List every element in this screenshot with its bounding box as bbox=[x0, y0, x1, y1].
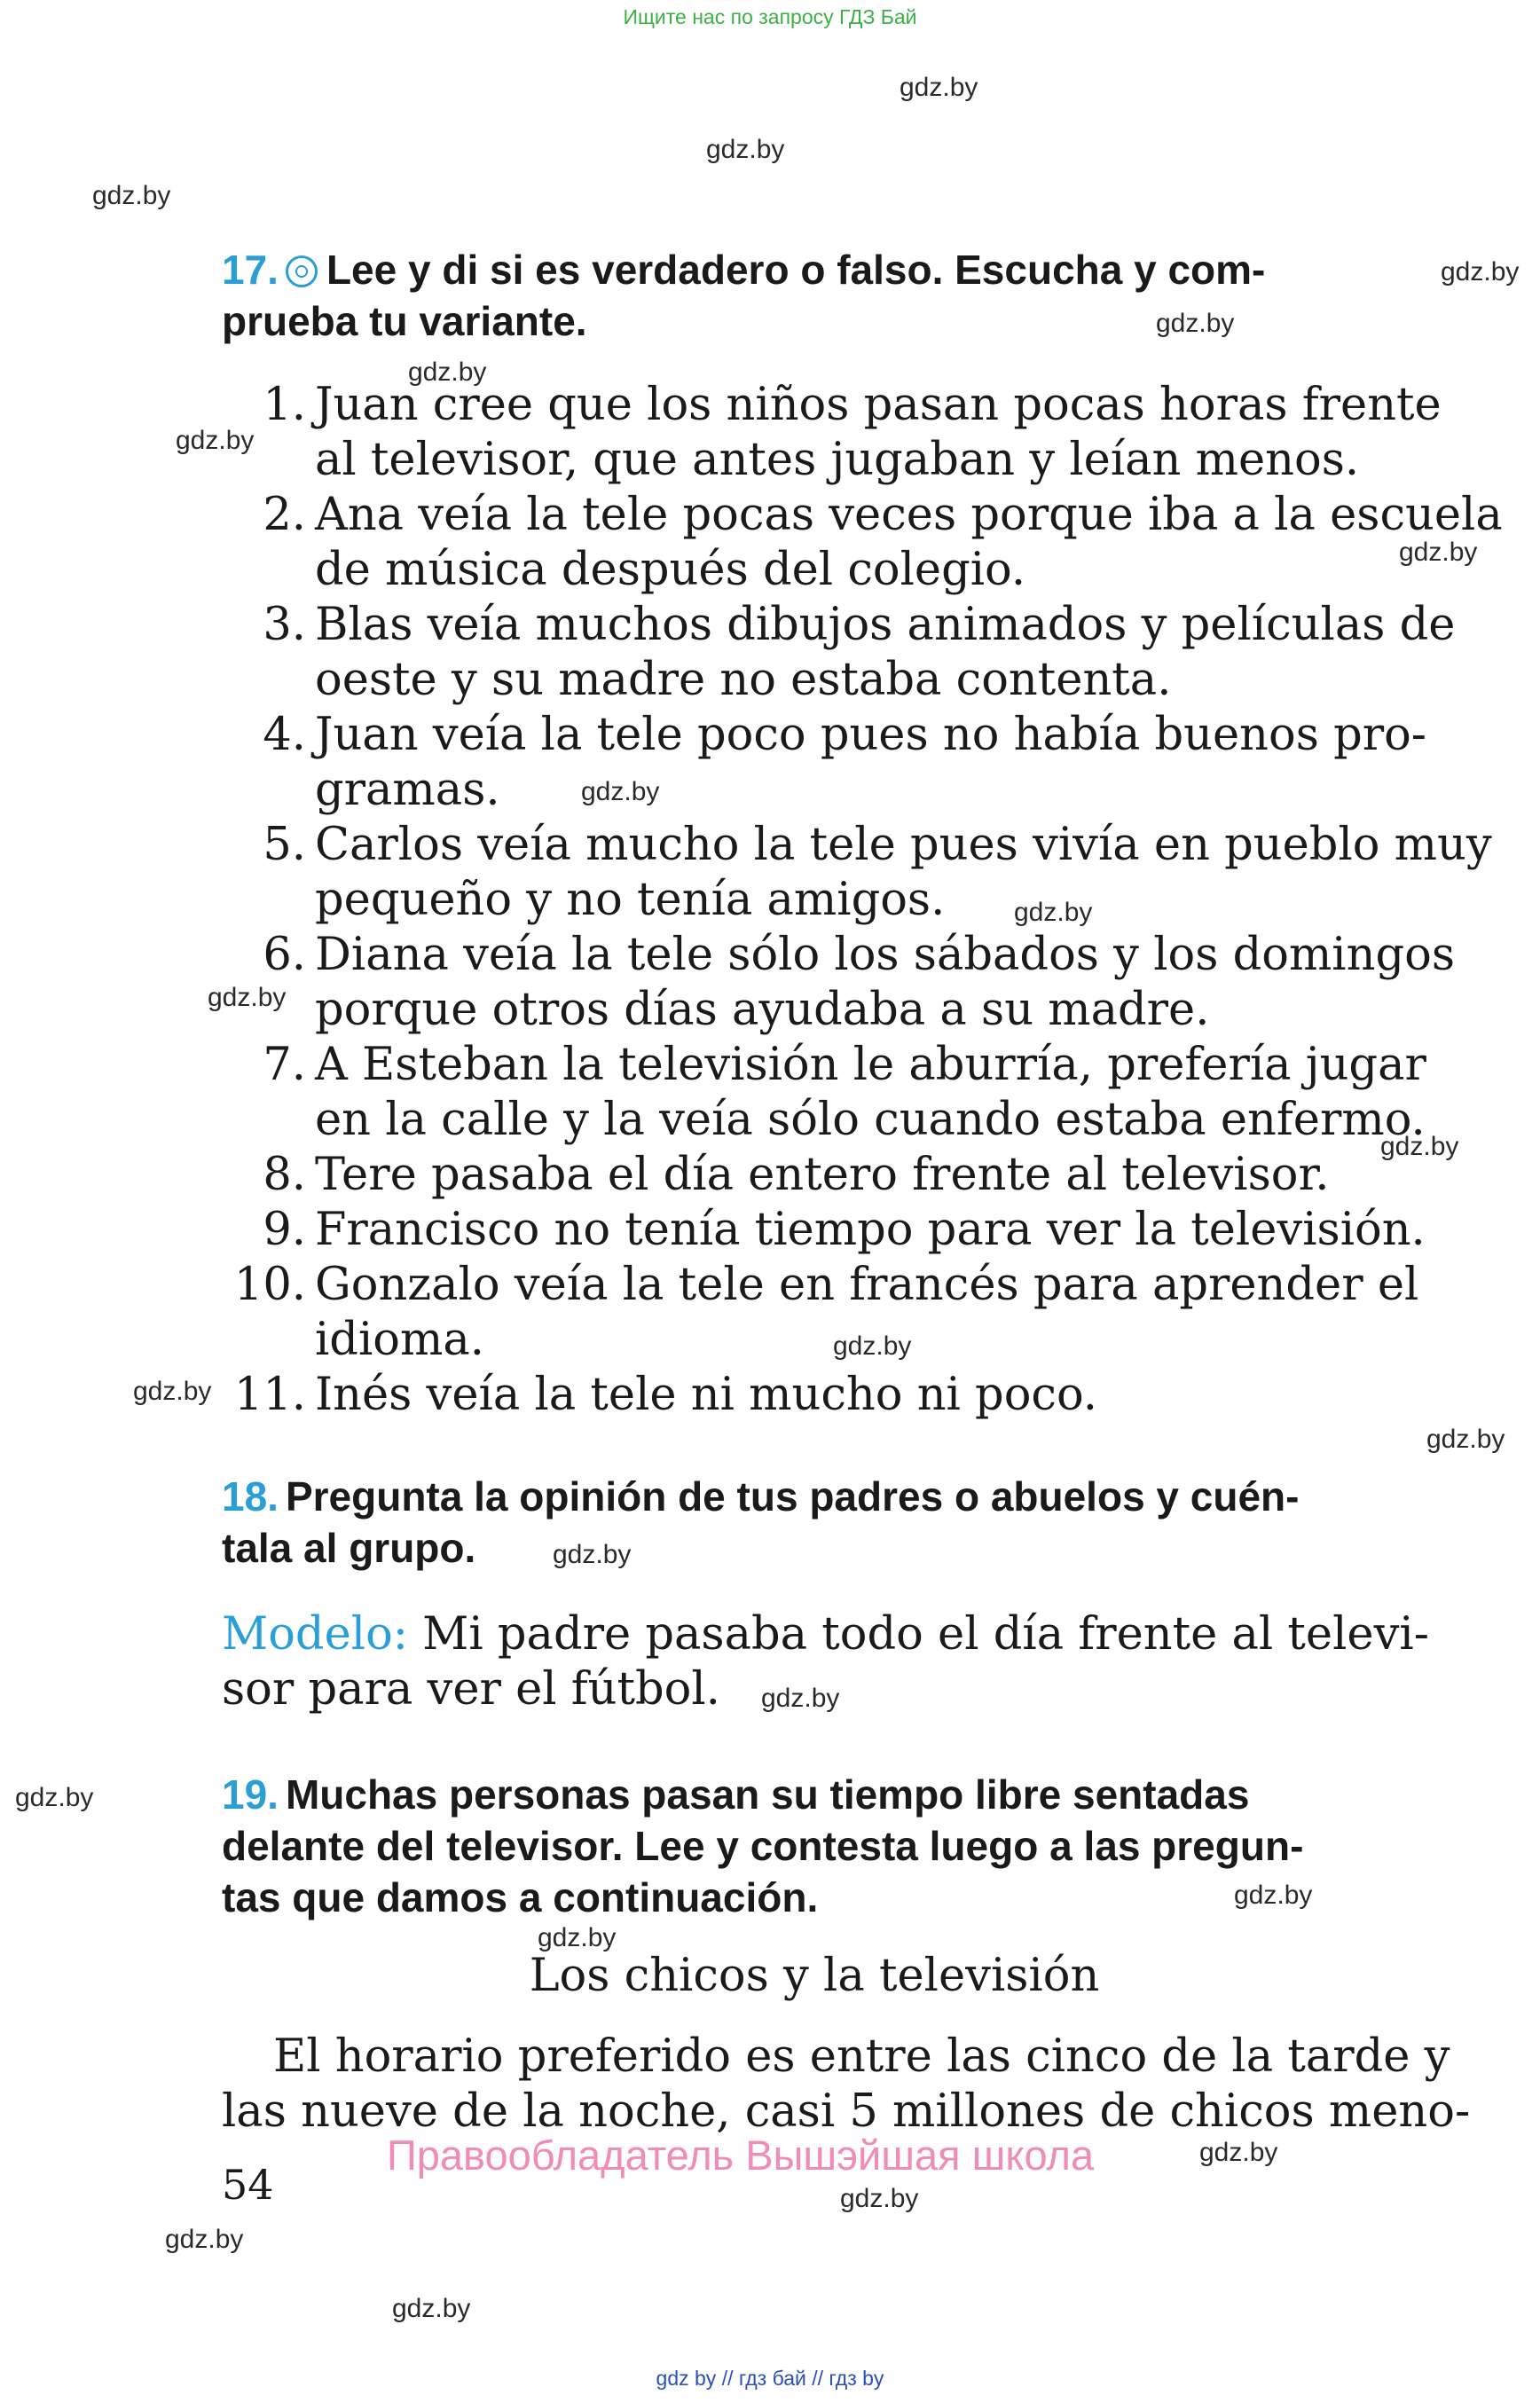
exercise-17-heading bbox=[222, 244, 1410, 347]
item-text-cont: pequeño y no tenía amigos. bbox=[315, 874, 946, 926]
audio-disc-icon bbox=[286, 255, 318, 287]
watermark: gdz.by bbox=[1426, 1425, 1505, 1454]
item-number: 7. bbox=[263, 1039, 306, 1091]
story-line1: El horario preferido es entre las cinco de la tarde y bbox=[273, 2030, 1450, 2083]
item-text: Blas veía muchos dibujos animados y películas de bbox=[315, 599, 1456, 651]
exercise-19-instruction-line1: Muchas personas pasan su tiempo libre sentadas bbox=[285, 1771, 1250, 1818]
watermark: gdz.by bbox=[538, 1923, 617, 1952]
item-text: Gonzalo veía la tele en francés para aprender el bbox=[315, 1259, 1419, 1311]
watermark: gdz.by bbox=[833, 1331, 912, 1361]
list-item bbox=[217, 378, 1442, 488]
list-item bbox=[217, 598, 1456, 708]
exercise-19-instruction-line2: delante del televisor. Lee y contesta luego a las pregun- bbox=[222, 1823, 1304, 1869]
watermark: gdz.by bbox=[15, 1783, 94, 1812]
item-number: 4. bbox=[263, 709, 306, 761]
watermark: gdz.by bbox=[408, 357, 487, 387]
exercise-18-number: 18. bbox=[222, 1473, 279, 1520]
exercise-18-heading bbox=[222, 1471, 1410, 1574]
exercise-19-heading bbox=[222, 1769, 1410, 1923]
watermark: gdz.by bbox=[581, 777, 660, 806]
item-text: Carlos veía mucho la tele pues vivía en pueblo muy bbox=[315, 819, 1492, 871]
list-item bbox=[217, 1203, 1426, 1258]
watermark: gdz.by bbox=[392, 2294, 471, 2323]
watermark: gdz.by bbox=[92, 181, 171, 210]
list-item bbox=[217, 1368, 1410, 1423]
item-text: Ana veía la tele pocas veces porque iba a la escuela bbox=[315, 489, 1503, 541]
item-text-cont: idioma. bbox=[315, 1314, 484, 1366]
watermark: gdz.by bbox=[1399, 538, 1478, 567]
item-text: Juan cree que los niños pasan pocas horas frente bbox=[315, 379, 1442, 431]
item-text: Francisco no tenía tiempo para ver la televisión. bbox=[315, 1204, 1426, 1256]
story-paragraph bbox=[222, 2030, 1471, 2140]
exercise-17-instruction-line2: prueba tu variante. bbox=[222, 298, 587, 344]
watermark: gdz.by bbox=[761, 1684, 840, 1713]
exercise-17-number: 17. bbox=[222, 247, 279, 293]
watermark: gdz.by bbox=[176, 426, 255, 455]
item-text-cont: gramas. bbox=[315, 764, 500, 816]
item-text: Inés veía la tele ni mucho ni poco. bbox=[315, 1369, 1097, 1421]
item-number: 6. bbox=[263, 929, 306, 981]
watermark: gdz.by bbox=[900, 73, 978, 102]
item-text: Diana veía la tele sólo los sábados y los domingos bbox=[315, 929, 1455, 981]
item-number: 8. bbox=[263, 1149, 306, 1201]
item-text: Tere pasaba el día entero frente al televisor. bbox=[315, 1149, 1330, 1201]
model-label: Modelo: bbox=[222, 1608, 408, 1661]
item-number: 5. bbox=[263, 819, 306, 871]
watermark: gdz.by bbox=[840, 2184, 919, 2213]
watermark: gdz.by bbox=[1441, 257, 1520, 287]
bottom-banner: gdz by // гдз бай // гдз by bbox=[656, 2367, 884, 2390]
watermark: gdz.by bbox=[1014, 898, 1093, 927]
item-number: 11. bbox=[233, 1369, 306, 1421]
item-text-cont: al televisor, que antes jugaban y leían menos. bbox=[315, 434, 1360, 486]
watermark: gdz.by bbox=[133, 1377, 212, 1406]
story-line2: las nueve de la noche, casi 5 millones de chicos meno- bbox=[222, 2085, 1471, 2138]
exercise-18-instruction-line1: Pregunta la opinión de tus padres o abuelos y cuén- bbox=[285, 1473, 1300, 1520]
item-number: 3. bbox=[263, 599, 306, 651]
item-text-cont: porque otros días ayudaba a su madre. bbox=[315, 984, 1210, 1036]
watermark: gdz.by bbox=[706, 135, 785, 164]
watermark: gdz.by bbox=[1199, 2138, 1278, 2167]
model-text-line2: sor para ver el fútbol. bbox=[222, 1663, 720, 1716]
item-number: 9. bbox=[263, 1204, 306, 1256]
item-number: 10. bbox=[233, 1259, 306, 1311]
list-item bbox=[217, 1038, 1426, 1148]
list-item bbox=[217, 708, 1427, 818]
model-example bbox=[222, 1607, 1429, 1717]
copyright-holder: Правообладатель Вышэйшая школа bbox=[387, 2132, 1095, 2179]
exercise-19-number: 19. bbox=[222, 1771, 279, 1818]
watermark: gdz.by bbox=[1156, 309, 1235, 338]
top-banner: Ищите нас по запросу ГДЗ Бай bbox=[623, 5, 917, 28]
watermark: gdz.by bbox=[553, 1540, 632, 1569]
item-text: Juan veía la tele poco pues no había buenos pro- bbox=[315, 709, 1427, 761]
list-item bbox=[217, 1148, 1410, 1203]
item-number: 1. bbox=[263, 379, 306, 431]
list-item bbox=[217, 928, 1455, 1038]
watermark: gdz.by bbox=[165, 2225, 244, 2254]
page-number: 54 bbox=[222, 2161, 274, 2209]
item-text-cont: de música después del colegio. bbox=[315, 544, 1026, 596]
watermark: gdz.by bbox=[1234, 1881, 1313, 1910]
model-text-line1: Mi padre pasaba todo el día frente al televi- bbox=[407, 1608, 1429, 1661]
list-item bbox=[217, 1258, 1419, 1368]
watermark: gdz.by bbox=[208, 983, 287, 1012]
watermark: gdz.by bbox=[1380, 1132, 1459, 1161]
exercise-19-instruction-line3: tas que damos a continuación. bbox=[222, 1874, 819, 1920]
item-text-cont: oeste y su madre no estaba contenta. bbox=[315, 654, 1172, 706]
exercise-17-instruction-line1: Lee y di si es verdadero o falso. Escucha y com- bbox=[326, 247, 1266, 293]
story-title: Los chicos y la televisión bbox=[529, 1950, 1100, 2002]
item-text-cont: en la calle y la veía sólo cuando estaba enfermo. bbox=[315, 1094, 1426, 1146]
list-item bbox=[217, 818, 1492, 928]
item-text: A Esteban la televisión le aburría, prefería jugar bbox=[315, 1039, 1426, 1091]
item-number: 2. bbox=[263, 489, 306, 541]
exercise-18-instruction-line2: tala al grupo. bbox=[222, 1525, 476, 1571]
